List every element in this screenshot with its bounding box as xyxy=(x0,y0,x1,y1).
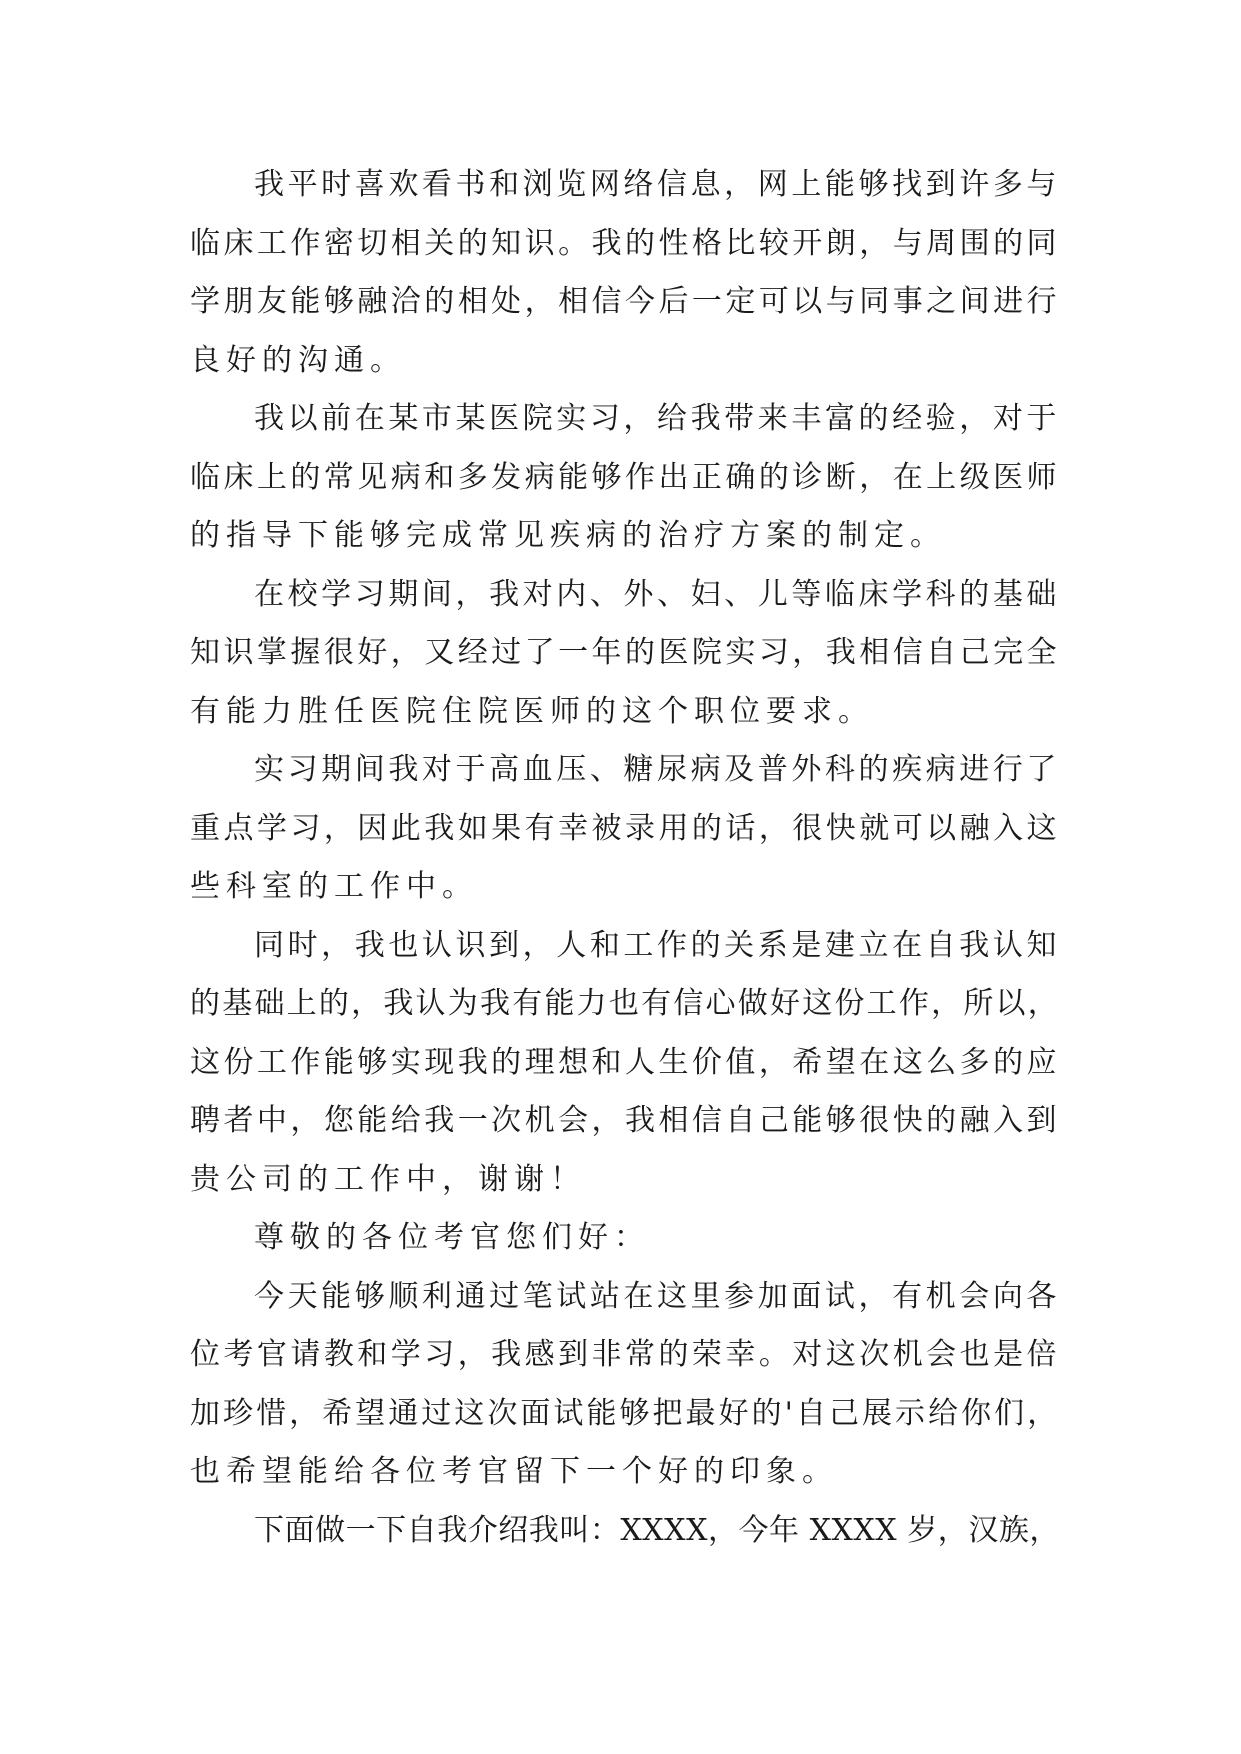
text-line: 的指导下能够完成常见疾病的治疗方案的制定。 xyxy=(190,518,946,553)
text-line: 下面做一下自我介绍我叫：XXXX，今年 XXXX 岁，汉族， xyxy=(254,1512,1060,1548)
text-line: 这份工作能够实现我的理想和人生价值，希望在这么多的应 xyxy=(190,1044,1060,1080)
text-line: 加珍惜，希望通过这次面试能够把最好的'自己展示给你们， xyxy=(190,1395,1061,1431)
text-line: 实习期间我对于高血压、糖尿病及普外科的疾病进行了 xyxy=(254,752,1060,787)
text-line: 尊敬的各位考官您们好： xyxy=(254,1220,650,1255)
text-line: 的基础上的，我认为我有能力也有信心做好这份工作，所以， xyxy=(190,986,1060,1021)
text-line: 临床上的常见病和多发病能够作出正确的诊断，在上级医师 xyxy=(190,459,1060,495)
text-line: 重点学习，因此我如果有幸被录用的话，很快就可以融入这 xyxy=(190,810,1060,846)
text-line: 今天能够顺利通过笔试站在这里参加面试，有机会向各 xyxy=(254,1278,1060,1314)
text-line: 位考官请教和学习，我感到非常的荣幸。对这次机会也是倍 xyxy=(190,1337,1060,1372)
text-line: 在校学习期间，我对内、外、妇、儿等临床学科的基础 xyxy=(254,576,1060,612)
text-line: 临床工作密切相关的知识。我的性格比较开朗，与周围的同 xyxy=(190,225,1060,261)
text-line: 有能力胜任医院住院医师的这个职位要求。 xyxy=(190,693,874,729)
text-line: 良好的沟通。 xyxy=(190,342,406,378)
text-line: 聘者中，您能给我一次机会，我相信自己能够很快的融入到 xyxy=(190,1103,1060,1138)
text-line: 同时，我也认识到，人和工作的关系是建立在自我认知 xyxy=(254,927,1060,963)
text-line: 我以前在某市某医院实习，给我带来丰富的经验，对于 xyxy=(254,401,1060,436)
text-line: 我平时喜欢看书和浏览网络信息，网上能够找到许多与 xyxy=(254,167,1060,202)
text-line: 贵公司的工作中，谢谢！ xyxy=(190,1161,586,1197)
text-line: 些科室的工作中。 xyxy=(190,869,478,904)
text-line: 知识掌握很好，又经过了一年的医院实习，我相信自己完全 xyxy=(190,635,1060,670)
text-line: 也希望能给各位考官留下一个好的印象。 xyxy=(190,1454,838,1489)
text-line: 学朋友能够融洽的相处，相信今后一定可以与同事之间进行 xyxy=(190,284,1060,319)
document-body xyxy=(190,156,1061,1560)
